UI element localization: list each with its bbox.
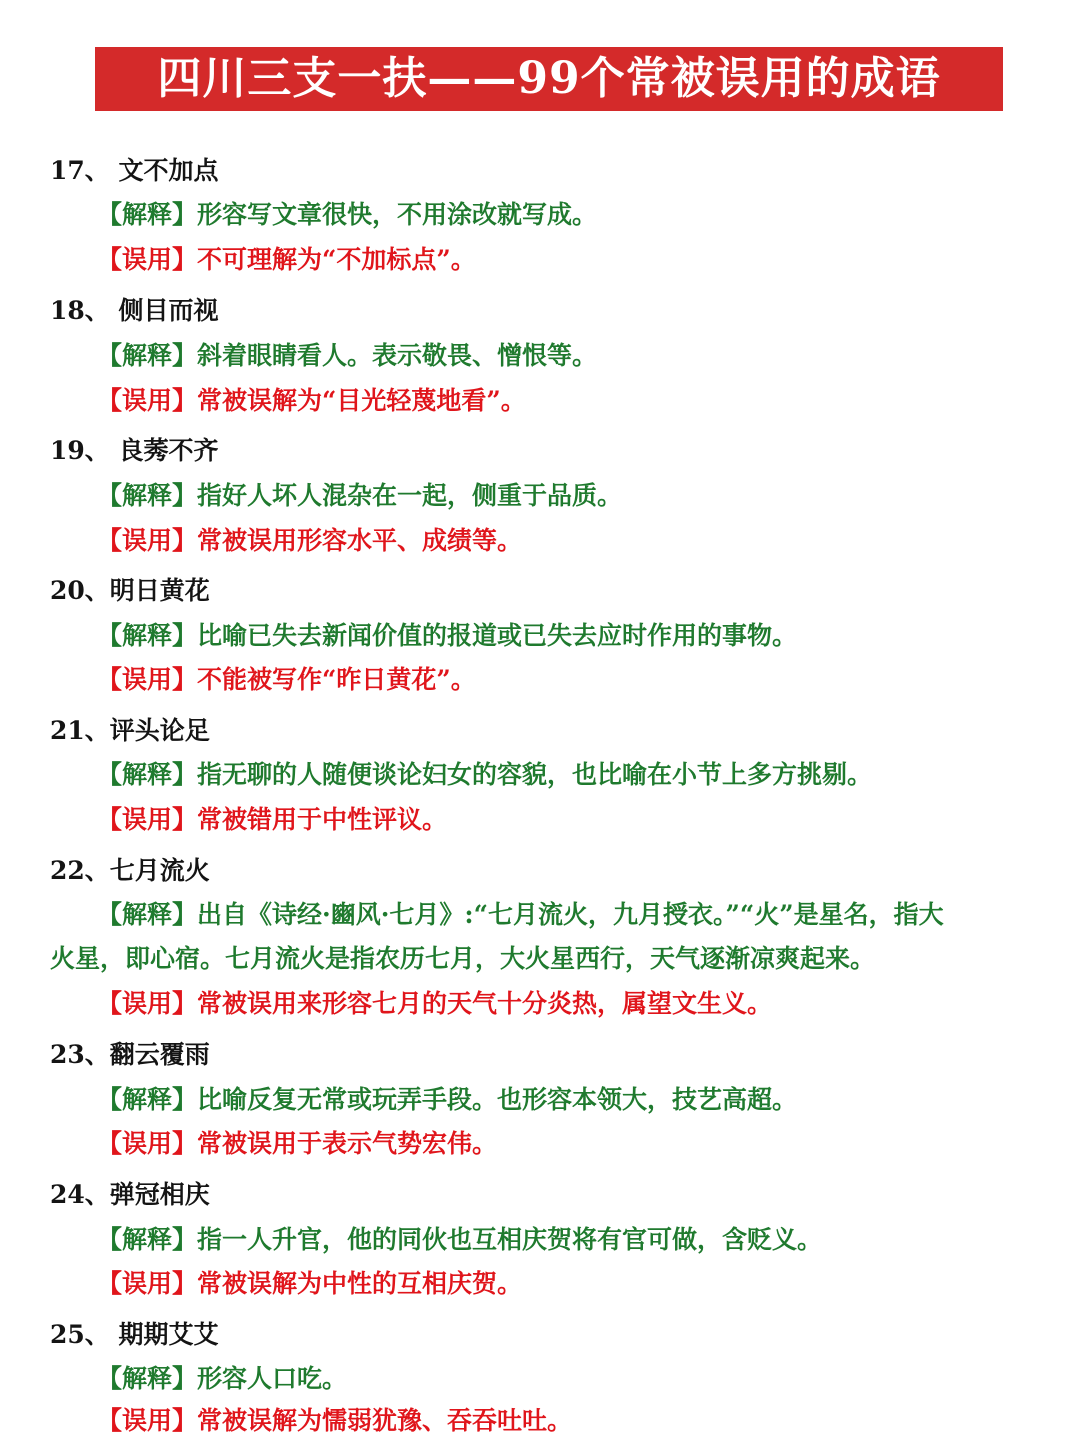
idiom-name: 七月流火 (109, 856, 210, 885)
misuse-text: 不可理解为“不加标点”。 (197, 245, 476, 274)
explain-text: 指好人坏人混杂在一起，侧重于品质。 (197, 481, 623, 510)
misuse-tag: 【误用】 (97, 1269, 198, 1298)
explain-text: 指一人升官，他的同伙也互相庆贺将有官可做，含贬义。 (197, 1225, 823, 1254)
misuse-tag: 【误用】 (97, 1129, 198, 1158)
idiom-heading-22 (50, 856, 210, 886)
misuse-line-21 (97, 805, 447, 835)
misuse-text: 常被错用于中性评议。 (197, 805, 448, 834)
explain-text: 比喻已失去新闻价值的报道或已失去应时作用的事物。 (197, 621, 798, 650)
explain-tag: 【解释】 (97, 1085, 198, 1114)
idiom-number: 17、 (50, 156, 110, 185)
idiom-heading-25 (50, 1320, 219, 1350)
misuse-text: 常被误用来形容七月的天气十分炎热，属望文生义。 (197, 989, 773, 1018)
explanation-line-21 (97, 760, 872, 790)
misuse-text: 常被误用形容水平、成绩等。 (197, 526, 523, 555)
explain-text: 斜着眼睛看人。表示敬畏、憎恨等。 (197, 341, 598, 370)
misuse-line-23 (97, 1129, 497, 1159)
explain-tag: 【解释】 (97, 1364, 198, 1393)
explanation-line-18 (97, 341, 597, 371)
misuse-text: 常被误用于表示气势宏伟。 (197, 1129, 498, 1158)
idiom-name: 文不加点 (109, 156, 219, 185)
explanation-line-22 (97, 900, 944, 930)
explain-tag: 【解释】 (97, 621, 198, 650)
misuse-line-24 (97, 1269, 522, 1299)
idiom-heading-19 (50, 436, 219, 466)
idiom-number: 23、 (50, 1040, 110, 1069)
explain-tag: 【解释】 (97, 760, 198, 789)
idiom-name: 良莠不齐 (109, 436, 219, 465)
explain-tag: 【解释】 (97, 341, 198, 370)
explain-text-cont: 火星，即心宿。七月流火是指农历七月，大火星西行，天气逐渐凉爽起来。 (50, 944, 876, 973)
idiom-number: 20、 (50, 576, 110, 605)
title-banner (95, 47, 1003, 111)
misuse-tag: 【误用】 (97, 989, 198, 1018)
explain-text: 形容人口吃。 (197, 1364, 348, 1393)
misuse-line-18 (97, 386, 526, 416)
idiom-name: 弹冠相庆 (109, 1180, 210, 1209)
idiom-heading-20 (50, 576, 210, 606)
explanation-line-24 (97, 1225, 822, 1255)
explanation-line-17 (97, 200, 597, 230)
explain-tag: 【解释】 (97, 200, 198, 229)
misuse-text: 常被误解为懦弱犹豫、吞吞吐吐。 (197, 1406, 573, 1435)
misuse-line-19 (97, 526, 522, 556)
explain-text: 出自《诗经·豳风·七月》:“七月流火，九月授衣。”“火”是星名，指大 (197, 900, 944, 929)
explain-text: 形容写文章很快，不用涂改就写成。 (197, 200, 598, 229)
idiom-name: 评头论足 (109, 716, 210, 745)
misuse-text: 常被误解为中性的互相庆贺。 (197, 1269, 523, 1298)
misuse-line-22 (97, 989, 772, 1019)
idiom-heading-23 (50, 1040, 210, 1070)
idiom-number: 21、 (50, 716, 110, 745)
misuse-tag: 【误用】 (97, 1406, 198, 1435)
idiom-heading-24 (50, 1180, 210, 1210)
explain-tag: 【解释】 (97, 1225, 198, 1254)
idiom-name: 侧目而视 (109, 296, 219, 325)
explanation-line-20 (97, 621, 797, 651)
explain-tag: 【解释】 (97, 900, 198, 929)
misuse-line-25 (97, 1406, 572, 1436)
explanation-line-25 (97, 1364, 347, 1394)
idiom-name: 期期艾艾 (109, 1320, 219, 1349)
idiom-number: 25、 (50, 1320, 110, 1349)
misuse-tag: 【误用】 (97, 526, 198, 555)
explanation-line-19 (97, 481, 622, 511)
idiom-number: 19、 (50, 436, 110, 465)
misuse-line-20 (97, 665, 476, 695)
idiom-number: 22、 (50, 856, 110, 885)
misuse-line-17 (97, 245, 476, 275)
idiom-heading-18 (50, 296, 219, 326)
idiom-name: 翻云覆雨 (109, 1040, 210, 1069)
idiom-name: 明日黄花 (109, 576, 210, 605)
explain-text: 指无聊的人随便谈论妇女的容貌，也比喻在小节上多方挑剔。 (197, 760, 873, 789)
misuse-tag: 【误用】 (97, 245, 198, 274)
misuse-text: 常被误解为“目光轻蔑地看”。 (197, 386, 526, 415)
idiom-number: 18、 (50, 296, 110, 325)
misuse-tag: 【误用】 (97, 665, 198, 694)
misuse-tag: 【误用】 (97, 805, 198, 834)
explain-text: 比喻反复无常或玩弄手段。也形容本领大，技艺高超。 (197, 1085, 798, 1114)
explanation-line-22-cont (50, 944, 875, 974)
misuse-tag: 【误用】 (97, 386, 198, 415)
explanation-line-23 (97, 1085, 797, 1115)
idiom-heading-21 (50, 716, 210, 746)
misuse-text: 不能被写作“昨日黄花”。 (197, 665, 476, 694)
explain-tag: 【解释】 (97, 481, 198, 510)
page-title: 四川三支一扶——99个常被误用的成语 (157, 53, 941, 104)
idiom-number: 24、 (50, 1180, 110, 1209)
idiom-heading-17 (50, 156, 219, 186)
